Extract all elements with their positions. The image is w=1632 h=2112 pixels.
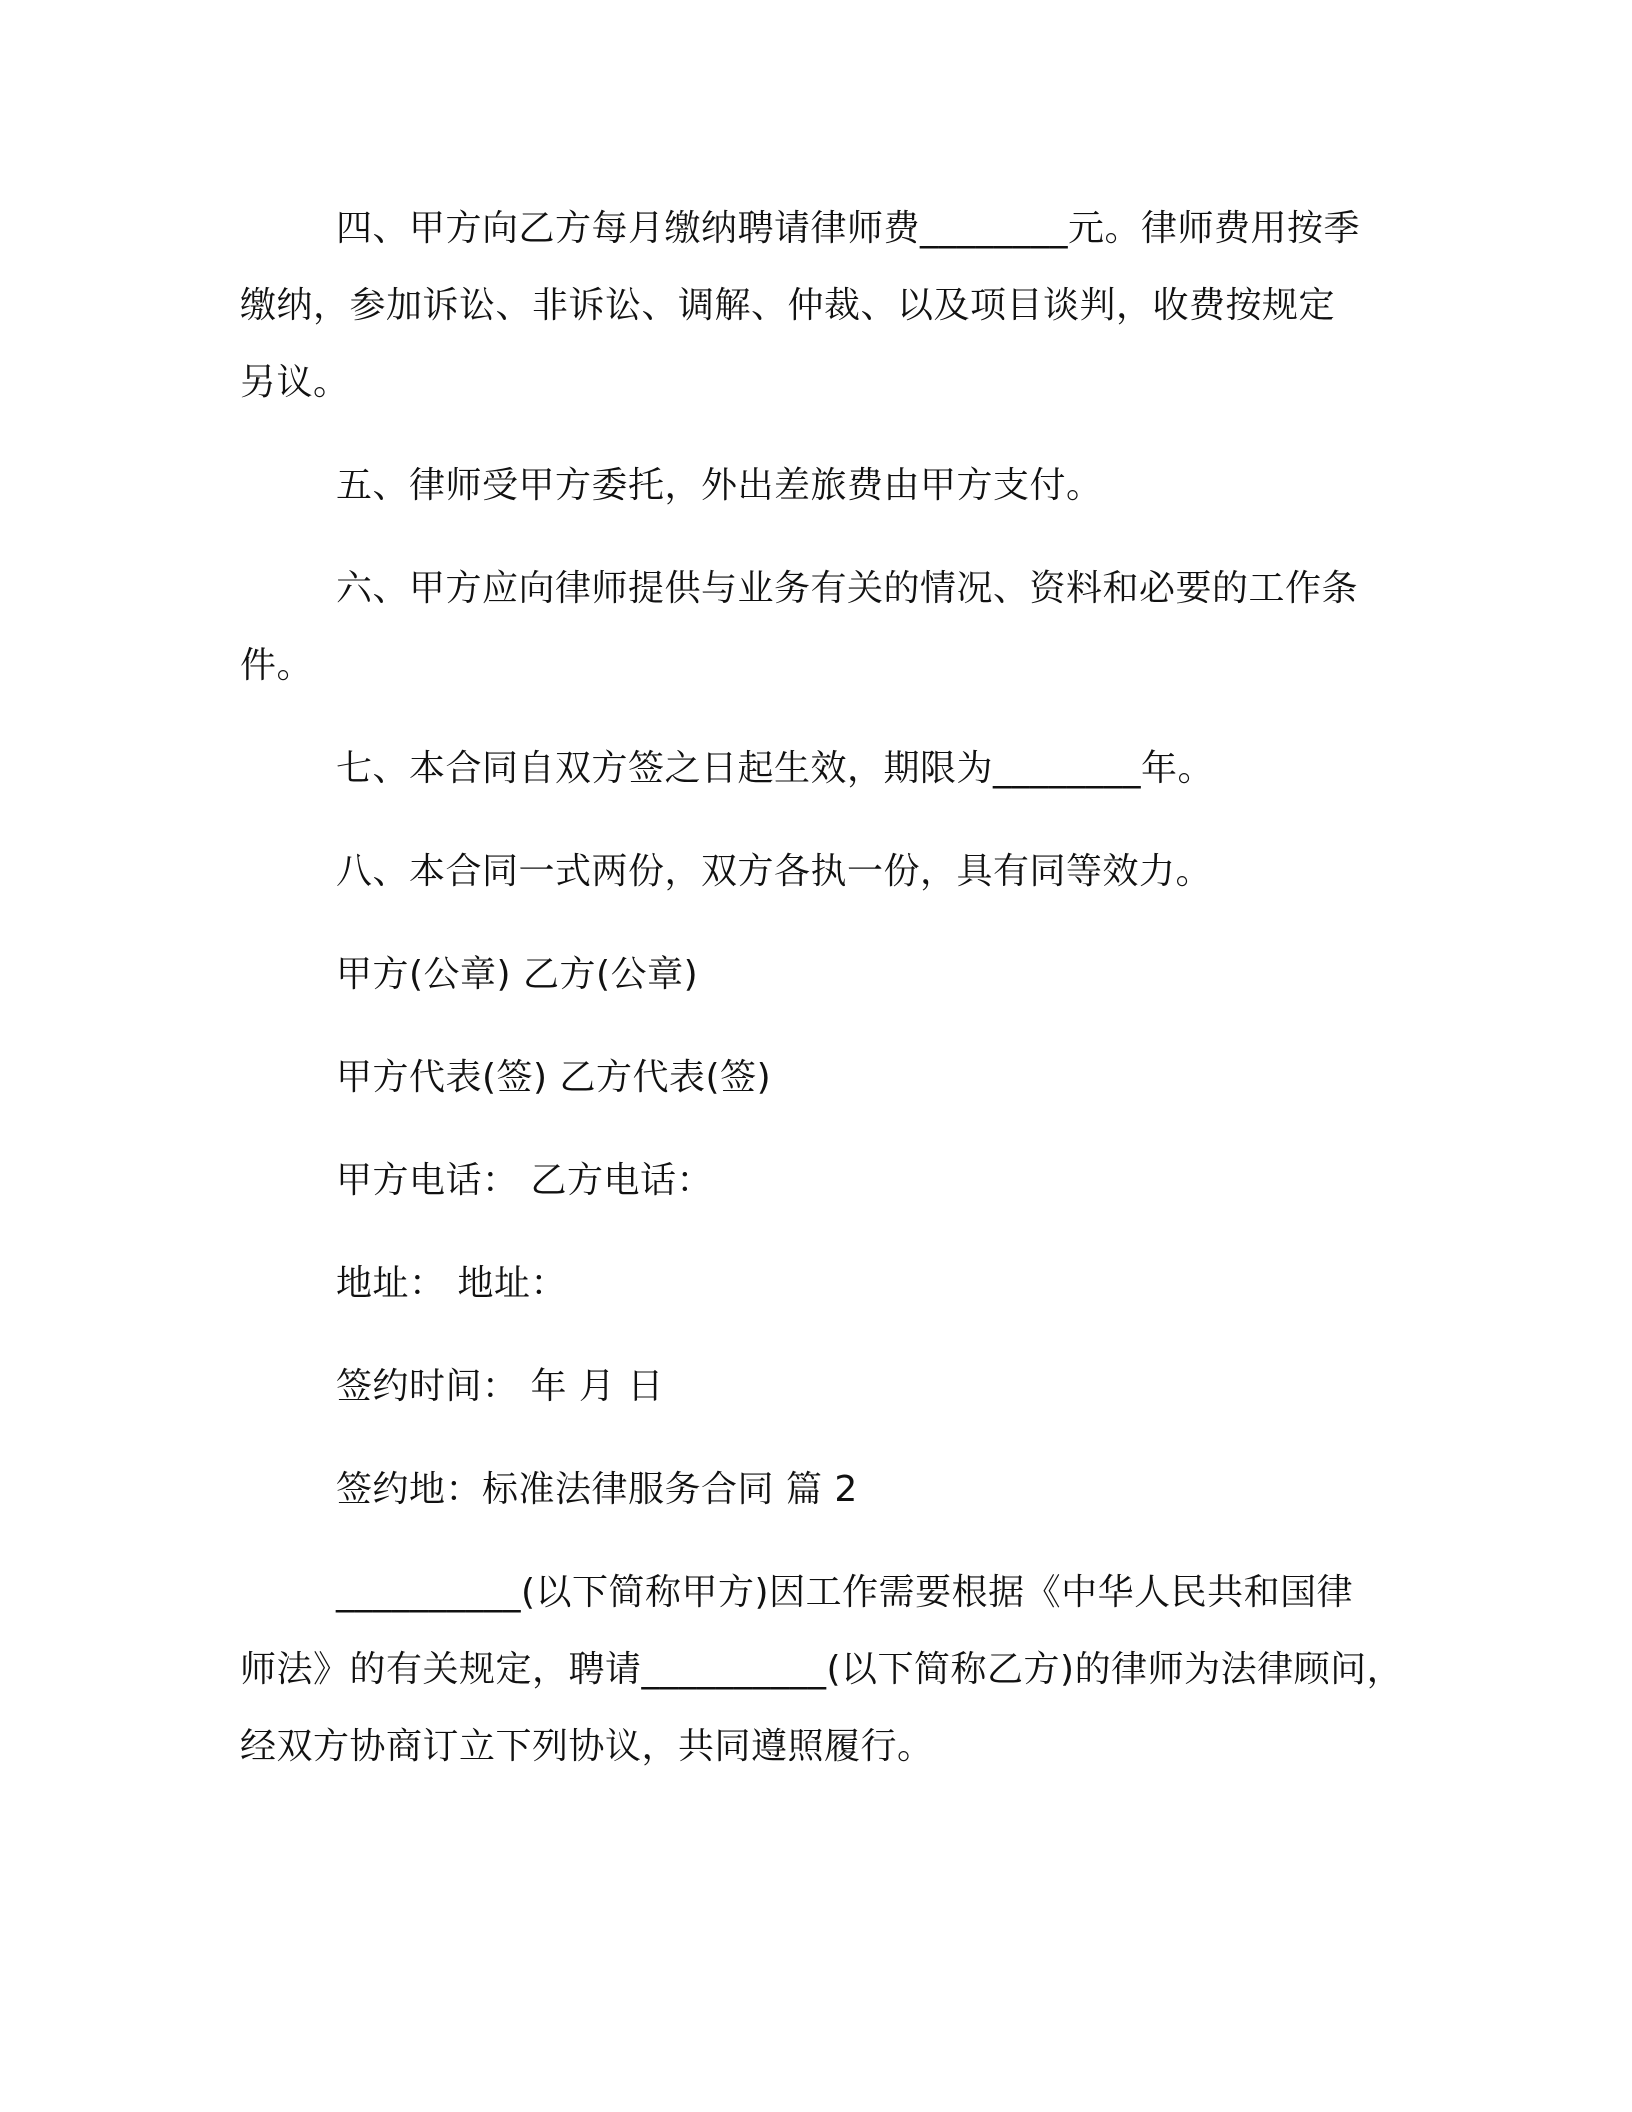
clause-6-paragraph: [240, 550, 1420, 704]
clause-4-line-2: 缴纳，参加诉讼、非诉讼、调解、仲裁、以及项目谈判，收费按规定: [240, 285, 1336, 326]
signing-date-paragraph: [240, 1348, 1420, 1425]
clause-5-line-1: 五、律师受甲方委托，外出差旅费由甲方支付。: [336, 465, 1103, 506]
clause-5-paragraph: [240, 447, 1420, 524]
clause-7-paragraph: [240, 730, 1420, 807]
address-line: 地址： 地址：: [336, 1263, 567, 1304]
intro-2-line-3: 经双方协商订立下列协议，共同遵照履行。: [240, 1726, 934, 1767]
representative-paragraph: [240, 1039, 1420, 1116]
intro-2-line-2: 师法》的有关规定，聘请__________(以下简称乙方)的律师为法律顾问，: [240, 1649, 1404, 1690]
clause-6-line-1: 六、甲方应向律师提供与业务有关的情况、资料和必要的工作条: [336, 568, 1359, 609]
clause-7-line-1: 七、本合同自双方签之日起生效，期限为________年。: [336, 748, 1215, 789]
clause-8-paragraph: [240, 833, 1420, 910]
clause-4-line-1: 四、甲方向乙方每月缴纳聘请律师费________元。律师费用按季: [336, 208, 1361, 249]
phone-paragraph: [240, 1142, 1420, 1219]
phone-line: 甲方电话： 乙方电话：: [336, 1160, 713, 1201]
signing-date-line: 签约时间： 年 月 日: [336, 1366, 664, 1407]
signing-place-line: 签约地：标准法律服务合同 篇 2: [336, 1469, 858, 1510]
clause-4-line-3: 另议。: [240, 362, 350, 403]
seal-paragraph: [240, 936, 1420, 1013]
seal-line: 甲方(公章) 乙方(公章): [336, 954, 699, 995]
intro-2-paragraph: [240, 1554, 1420, 1785]
intro-2-line-1: __________(以下简称甲方)因工作需要根据《中华人民共和国律: [336, 1572, 1354, 1613]
representative-line: 甲方代表(签) 乙方代表(签): [336, 1057, 772, 1098]
clause-8-line-1: 八、本合同一式两份，双方各执一份，具有同等效力。: [336, 851, 1213, 892]
document-body: [240, 190, 1420, 1811]
clause-6-line-2: 件。: [240, 645, 314, 686]
clause-4-paragraph: [240, 190, 1420, 421]
signing-place-paragraph: [240, 1451, 1420, 1528]
address-paragraph: [240, 1245, 1420, 1322]
